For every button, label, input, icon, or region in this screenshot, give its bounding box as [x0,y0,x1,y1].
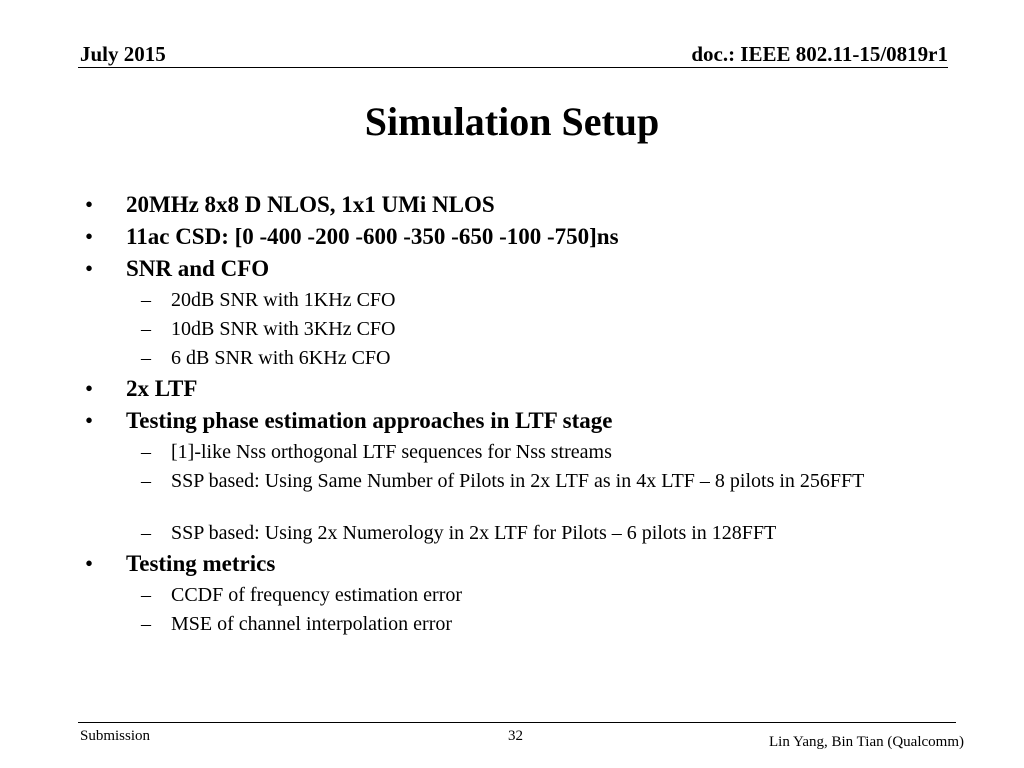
dash-icon: – [141,522,151,544]
bullet-text: 20MHz 8x8 D NLOS, 1x1 UMi NLOS [126,192,495,217]
bullet-text: 2x LTF [126,376,198,401]
bullet-text: SNR and CFO [126,256,270,281]
bullet-icon: • [85,376,94,401]
dash-icon: – [141,613,151,635]
footer-submission: Submission [80,728,151,744]
sub-bullet-text: 6 dB SNR with 6KHz CFO [171,347,391,369]
sub-bullet-text: 10dB SNR with 3KHz CFO [171,318,396,340]
bullet-text: Testing metrics [126,551,276,576]
bullet-text: Testing phase estimation approaches in LTF stage [126,408,613,433]
bullet-icon: • [85,408,94,433]
page-number: 32 [508,728,523,744]
header-date: July 2015 [80,42,166,66]
slide-title: Simulation Setup [364,99,660,144]
dash-icon: – [141,318,151,340]
bullet-icon: • [85,256,94,281]
sub-bullet-text: SSP based: Using Same Number of Pilots in 2x LTF as in 4x LTF – 8 pilots in 256FFT [171,470,865,492]
dash-icon: – [141,347,151,369]
sub-bullet-text: MSE of channel interpolation error [171,613,453,635]
dash-icon: – [141,470,151,492]
bullet-text: 11ac CSD: [0 -400 -200 -600 -350 -650 -100 -750]ns [126,224,619,249]
sub-bullet-text: CCDF of frequency estimation error [171,584,463,606]
dash-icon: – [141,289,151,311]
footer-authors: Lin Yang, Bin Tian (Qualcomm) [768,734,964,750]
bullet-icon: • [85,192,94,217]
sub-bullet-text: [1]-like Nss orthogonal LTF sequences for Nss streams [171,441,612,463]
dash-icon: – [141,441,151,463]
sub-bullet-text: SSP based: Using 2x Numerology in 2x LTF for Pilots – 6 pilots in 128FFT [171,522,777,544]
footer-divider [78,722,956,723]
sub-bullet-text: 20dB SNR with 1KHz CFO [171,289,396,311]
header-doc-id: doc.: IEEE 802.11-15/0819r1 [691,42,948,66]
bullet-icon: • [85,224,94,249]
dash-icon: – [141,584,151,606]
bullet-icon: • [85,551,94,576]
